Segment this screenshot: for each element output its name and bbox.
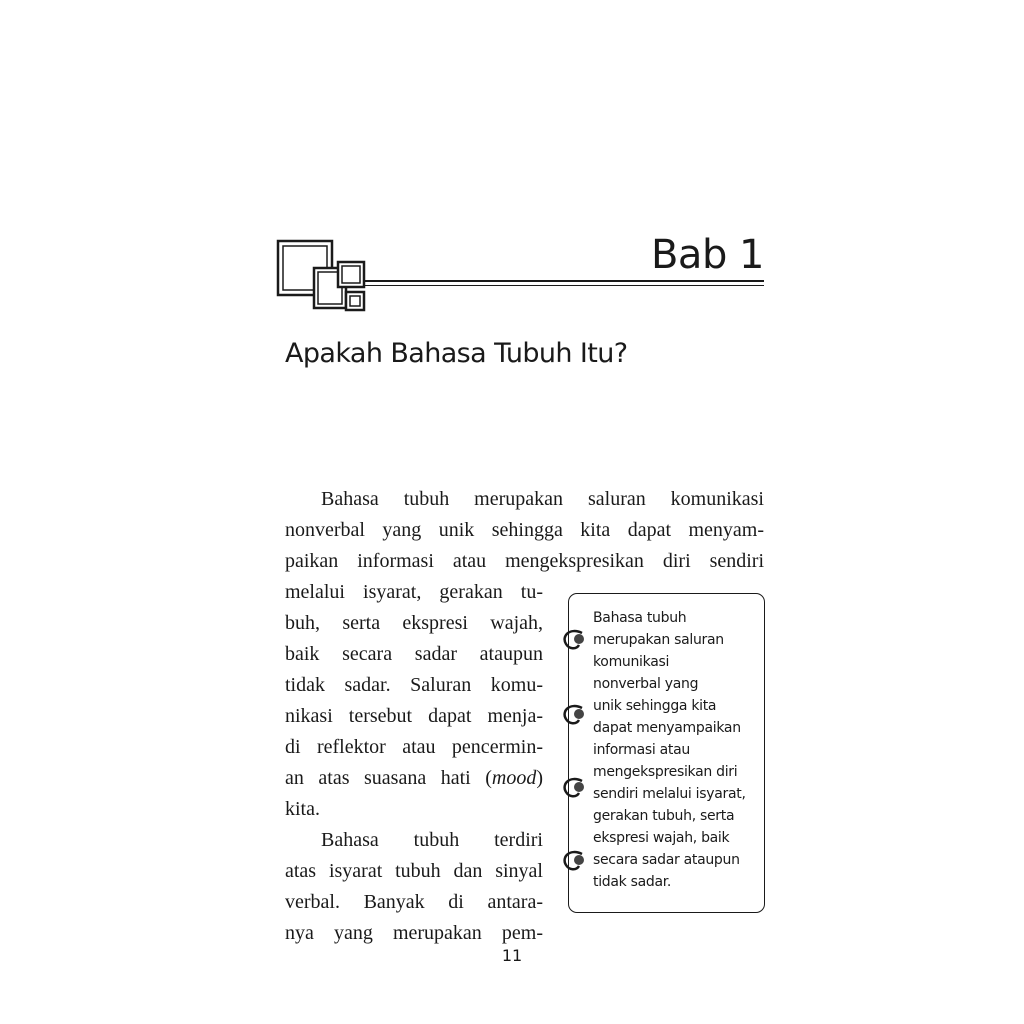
body-line: melalui isyarat, gerakan tu- <box>285 581 543 603</box>
chapter-rule-thick <box>364 280 764 282</box>
chapter-rule-thin <box>364 285 764 286</box>
body-line: buh, serta ekspresi wajah, <box>285 612 543 634</box>
body-line: nya yang merupakan pem- <box>285 922 543 944</box>
closing-paren: ) <box>536 767 543 789</box>
body-line: tidak sadar. Saluran komu- <box>285 674 543 696</box>
body-line: atas isyarat tubuh dan sinyal <box>285 860 543 882</box>
spiral-binding-ring-icon <box>560 849 588 875</box>
spiral-binding-ring-icon <box>560 703 588 729</box>
body-line: Bahasa tubuh terdiri <box>321 829 543 851</box>
spiral-binding-ring-icon <box>560 628 588 654</box>
italic-term-mood: mood <box>491 767 537 789</box>
callout-line: merupakan saluran <box>593 632 724 648</box>
callout-line: informasi atau <box>593 742 690 758</box>
page-number: 11 <box>501 946 523 965</box>
body-line: Bahasa tubuh merupakan saluran komunikasi <box>321 488 764 510</box>
callout-line: ekspresi wajah, baik <box>593 830 730 846</box>
body-line: kita. <box>285 798 320 820</box>
chapter-label: Bab 1 <box>650 232 764 278</box>
callout-line: Bahasa tubuh <box>593 610 687 626</box>
body-line-text: an atas suasana hati ( <box>285 767 492 789</box>
callout-line: sendiri melalui isyarat, <box>593 786 746 802</box>
callout-line: mengekspresikan diri <box>593 764 738 780</box>
body-line: nonverbal yang unik sehingga kita dapat menyam- <box>285 519 764 541</box>
body-line: nikasi tersebut dapat menja- <box>285 705 543 727</box>
body-line: paikan informasi atau mengekspresikan diri sendiri <box>285 550 764 572</box>
callout-line: secara sadar ataupun <box>593 852 740 868</box>
body-line: baik secara sadar ataupun <box>285 643 543 665</box>
chapter-ornament-squares-icon <box>276 238 368 312</box>
spiral-binding-ring-icon <box>560 776 588 802</box>
callout-line: komunikasi <box>593 654 670 670</box>
body-line-mood <box>285 765 543 791</box>
callout-line: unik sehingga kita <box>593 698 717 714</box>
chapter-title: Apakah Bahasa Tubuh Itu? <box>285 338 628 369</box>
callout-line: tidak sadar. <box>593 874 672 890</box>
body-line: verbal. Banyak di antara- <box>285 891 543 913</box>
callout-line: dapat menyampaikan <box>593 720 741 736</box>
body-line: di reflektor atau pencermin- <box>285 736 543 758</box>
callout-line: gerakan tubuh, serta <box>593 808 735 824</box>
callout-line: nonverbal yang <box>593 676 699 692</box>
